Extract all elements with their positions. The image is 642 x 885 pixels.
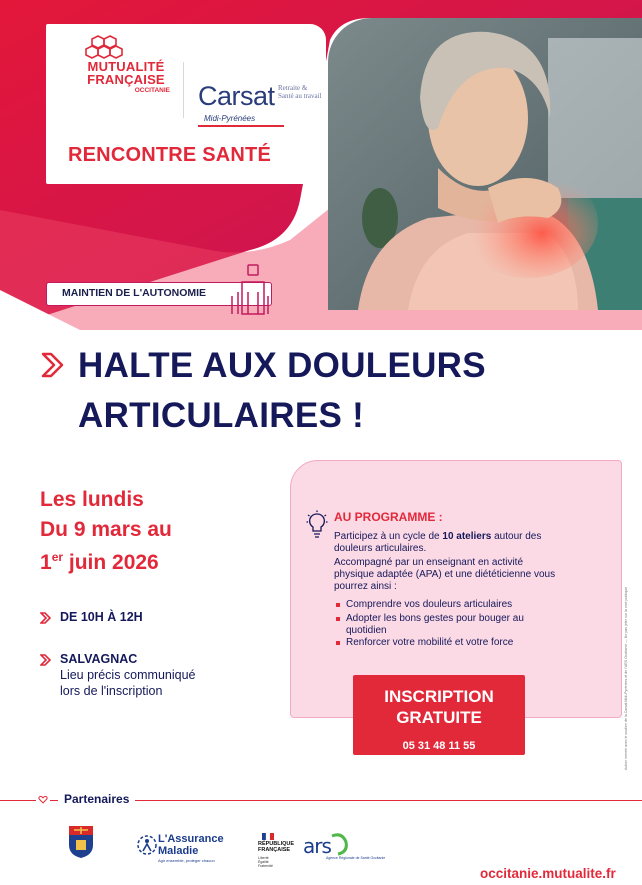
- person-logo-icon: [228, 262, 274, 318]
- bullet-marker: [336, 641, 340, 645]
- dates-end: juin 2026: [63, 551, 159, 574]
- heart-icon: [36, 794, 50, 806]
- programme-bullet: Adopter les bons gestes pour bouger au: [346, 613, 524, 624]
- place-label: SALVAGNAC: [60, 652, 138, 666]
- mutualite-logo: [76, 60, 176, 94]
- woman-shoulder-pain-illustration: [328, 18, 642, 310]
- inscription-title-line-2: GRATUITE: [396, 708, 482, 727]
- place-detail-line-1: Lieu précis communiqué: [60, 668, 196, 682]
- programme-bullet: Renforcer votre mobilité et votre force: [346, 637, 514, 648]
- event-type: RENCONTRE SANTÉ: [68, 144, 272, 166]
- hero-photo: [328, 18, 642, 310]
- logo-divider: [183, 62, 184, 118]
- programme-intro-line-2: douleurs articulaires.: [334, 543, 427, 554]
- title-line-2: ARTICULAIRES !: [78, 396, 365, 435]
- programme-intro-highlight: 10 ateliers: [442, 531, 492, 542]
- programme-intro-line-4: physique adaptée (APA) et une diététicienne vous: [334, 569, 556, 580]
- republique-line1: RÉPUBLIQUE: [258, 841, 295, 847]
- time-label: DE 10H À 12H: [60, 610, 143, 624]
- programme-intro-start: Participez à un cycle de: [334, 531, 443, 542]
- legal-notice: [624, 470, 634, 770]
- flag-icon: [262, 833, 274, 840]
- crest-icon: [68, 825, 94, 859]
- programme-intro-line-5: pourrez ainsi :: [334, 581, 397, 592]
- programme-bullet: Comprendre vos douleurs articulaires: [346, 599, 513, 610]
- programme-intro-end: autour des: [491, 531, 542, 542]
- ars-subtitle: Agence Régionale de Santé Occitanie: [326, 856, 386, 860]
- dates-ordinal: er: [51, 550, 64, 564]
- carsat-logo-name: Carsat: [198, 81, 275, 111]
- carsat-region: Midi-Pyrénées: [204, 114, 256, 123]
- assurance-maladie-name-line2: Maladie: [158, 845, 199, 857]
- dates-line-2: Du 9 mars au: [40, 518, 172, 541]
- dates-line-3: [40, 550, 159, 575]
- title-line-1: HALTE AUX DOULEURS: [78, 346, 486, 385]
- inscription-title-line-1: INSCRIPTION: [384, 687, 494, 706]
- assurance-maladie-logo-icon: [136, 834, 158, 856]
- carsat-tagline: Retraite & Santé au travail: [278, 84, 322, 100]
- mutualite-region: OCCITANIE: [134, 87, 170, 94]
- republique-line2: FRANÇAISE: [258, 847, 291, 853]
- partners-title: Partenaires: [58, 792, 135, 806]
- category-label: MAINTIEN DE L'AUTONOMIE: [62, 287, 207, 299]
- chevron-right-icon: [40, 350, 70, 380]
- inscription-phone[interactable]: 05 31 48 11 55: [402, 740, 476, 752]
- programme-title: AU PROGRAMME :: [334, 510, 443, 524]
- mutualite-name-line1: MUTUALITÉ: [87, 59, 165, 74]
- legal-notice-text: Action menée avec le soutien de la Carsat Midi-Pyrénées et de l'ARS Occitanie — Ne pas jeter sur la voie publique: [624, 586, 628, 770]
- bullet-marker: [336, 617, 340, 621]
- dates-day: 1: [40, 551, 52, 574]
- website-link[interactable]: occitanie.mutualite.fr: [480, 866, 616, 881]
- republique-motto: Liberté Égalité Fraternité: [258, 856, 273, 868]
- dates-line-1: Les lundis: [40, 488, 144, 511]
- place-detail-line-2: lors de l'inscription: [60, 684, 163, 698]
- assurance-maladie-slogan: Agir ensemble, protéger chacun: [158, 858, 215, 863]
- chevron-right-icon: [40, 654, 54, 666]
- mutualite-name-line2: FRANÇAISE: [87, 72, 165, 87]
- ars-logo-name: ars: [303, 834, 331, 858]
- programme-intro-line-1: [334, 531, 541, 543]
- carsat-underline: [198, 125, 284, 127]
- inscription-hours: (du lundi au vendredi de 9h à 19h): [381, 756, 497, 765]
- lightbulb-icon: [306, 510, 328, 540]
- republique-name: [258, 841, 298, 853]
- assurance-maladie-name-line1: L'Assurance: [158, 833, 224, 845]
- chevron-right-icon: [40, 612, 54, 624]
- programme-intro-line-3: Accompagné par un enseignant en activité: [334, 557, 524, 568]
- bullet-marker: [336, 603, 340, 607]
- programme-bullet-continued: quotidien: [346, 625, 387, 636]
